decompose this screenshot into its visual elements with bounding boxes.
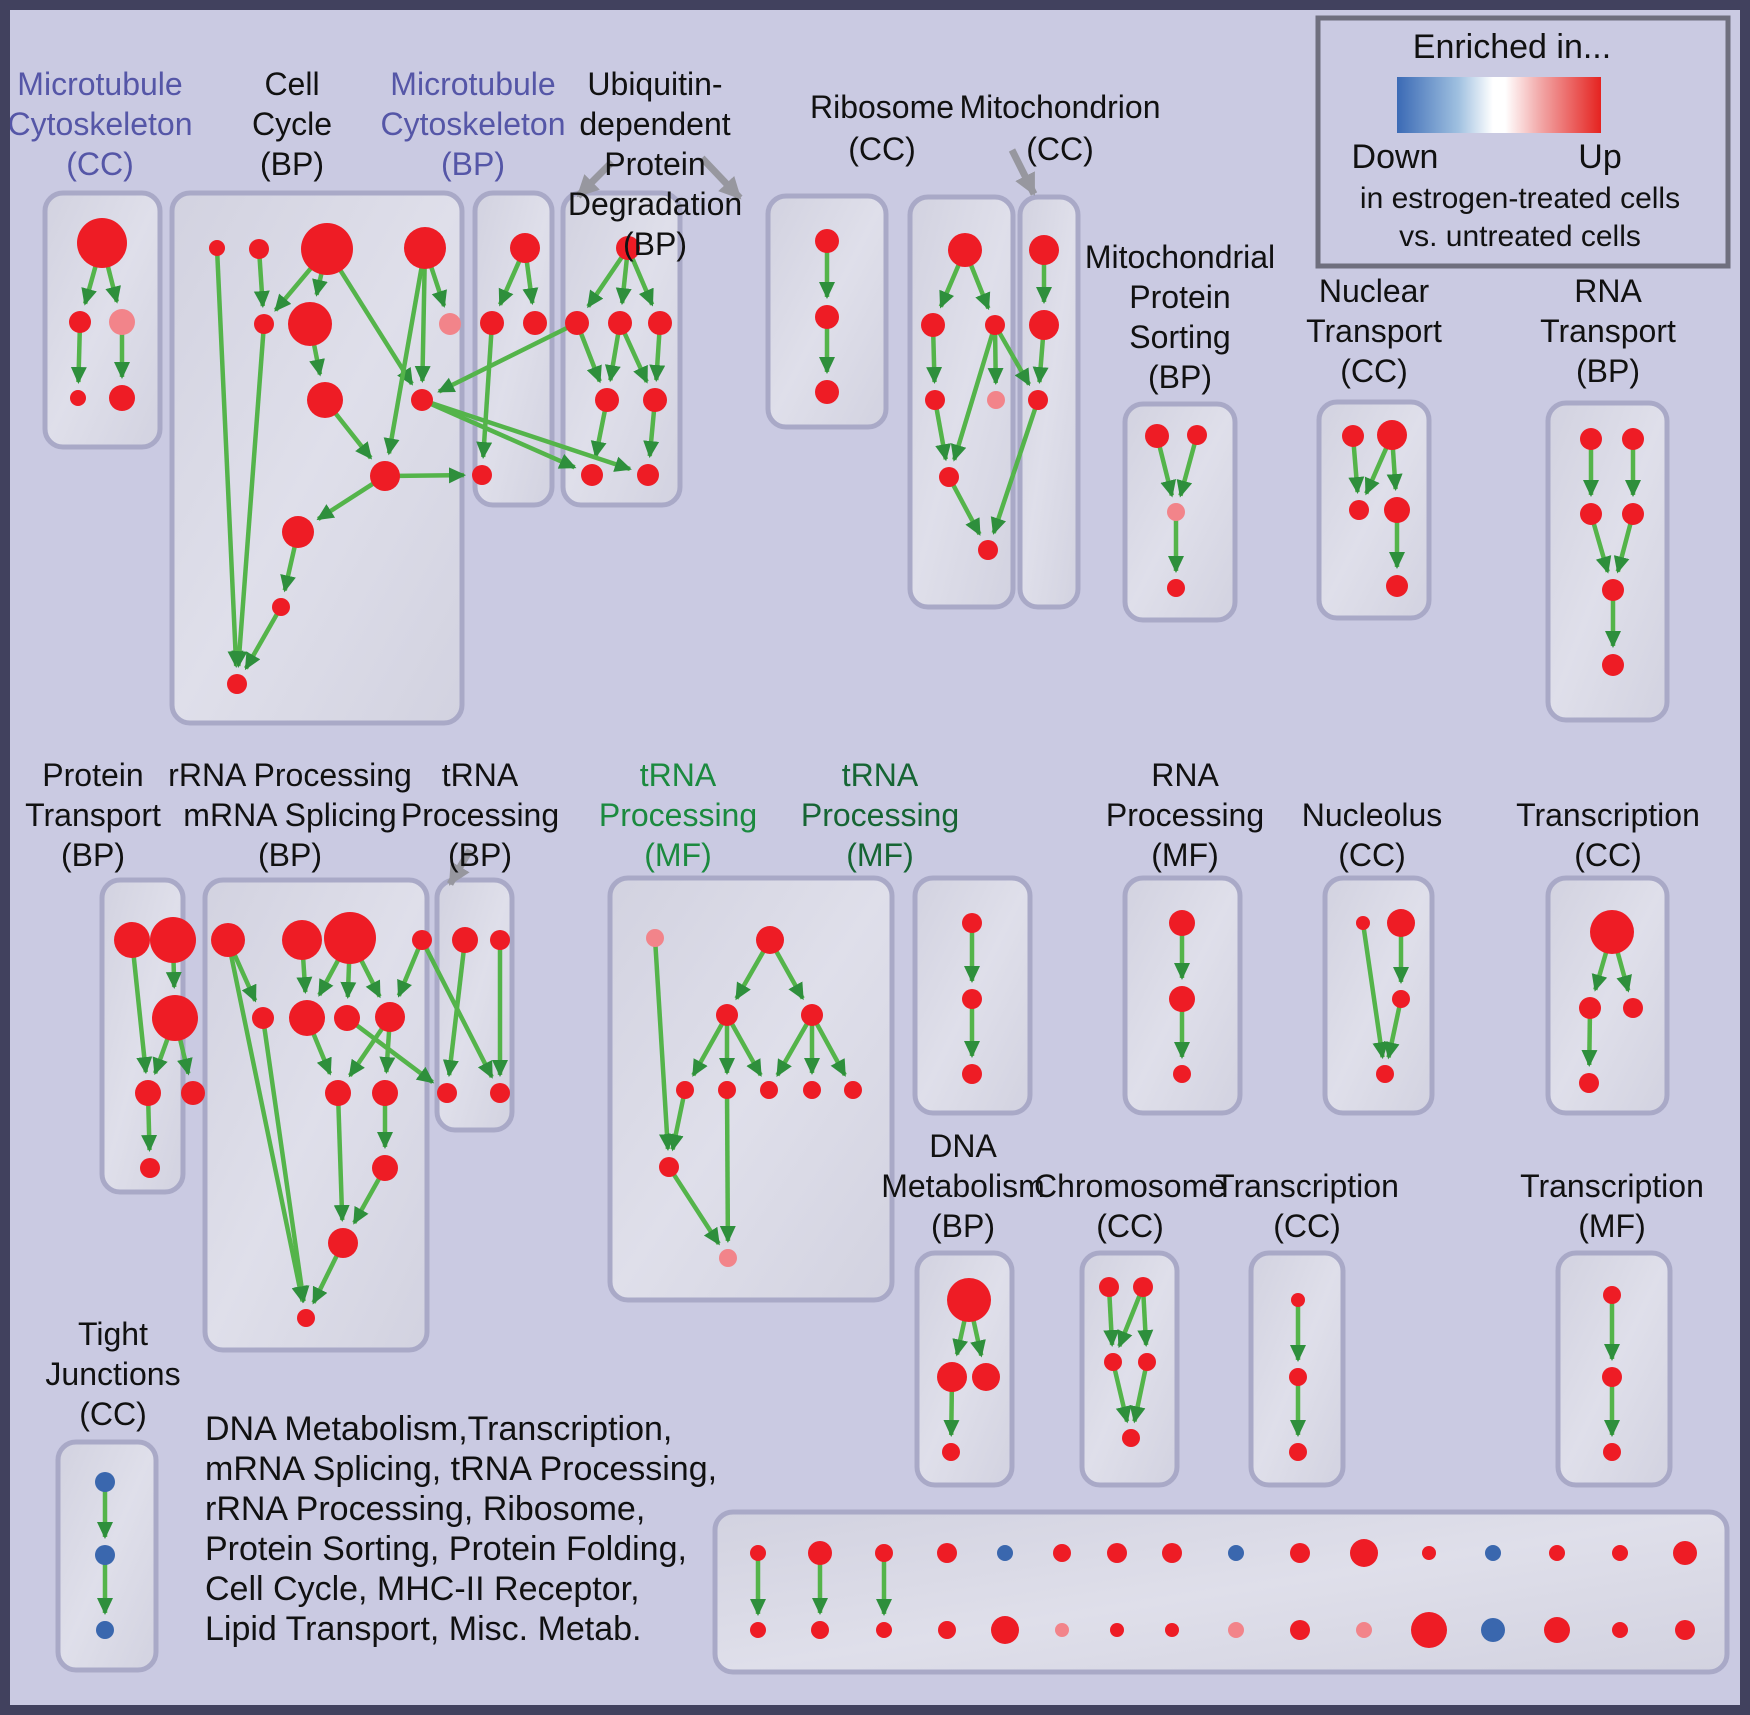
protein-transport-bp-node bbox=[135, 1080, 161, 1106]
group-label-rna-processing-mf: (MF) bbox=[1151, 837, 1219, 873]
cell-cycle-node bbox=[301, 223, 353, 275]
group-label-transcription-cc-1: Transcription bbox=[1516, 797, 1700, 833]
misc-summary-node bbox=[876, 1622, 892, 1638]
rrna-mrna-bp-node bbox=[282, 920, 322, 960]
rrna-mrna-bp-node bbox=[289, 1000, 325, 1036]
protein-transport-bp-node bbox=[181, 1081, 205, 1105]
tight-junctions-cc-node bbox=[96, 1621, 114, 1639]
microtubule-cytoskeleton-cc-node bbox=[70, 390, 86, 406]
trna-processing-mf-1-node bbox=[716, 1004, 738, 1026]
protein-transport-bp-node bbox=[150, 917, 196, 963]
dna-metabolism-bp-node bbox=[937, 1362, 967, 1392]
mito-protein-sorting-bp-node bbox=[1167, 579, 1185, 597]
ribosome-cc-node bbox=[978, 540, 998, 560]
nuclear-transport-cc-node bbox=[1342, 425, 1364, 447]
chromosome-cc-node bbox=[1099, 1277, 1119, 1297]
group-label-trna-processing-mf-2: Processing bbox=[800, 797, 960, 833]
group-label-tight-junctions-cc: (CC) bbox=[79, 1396, 147, 1432]
misc-summary-node bbox=[1107, 1543, 1127, 1563]
nuclear-transport-cc-node bbox=[1386, 575, 1408, 597]
misc-note-line: DNA Metabolism,Transcription, bbox=[205, 1410, 673, 1448]
group-label-transcription-cc-2: (CC) bbox=[1273, 1208, 1341, 1244]
group-label-chromosome-cc: (CC) bbox=[1096, 1208, 1164, 1244]
legend-title: Enriched in... bbox=[1412, 28, 1612, 66]
edge-arrow bbox=[1143, 1296, 1146, 1345]
protein-transport-bp-node bbox=[114, 922, 150, 958]
trna-processing-mf-2-node bbox=[962, 913, 982, 933]
group-label-tight-junctions-cc: Junctions bbox=[45, 1356, 181, 1392]
mitochondrion-cc-node bbox=[1029, 235, 1059, 265]
nucleolus-cc-node bbox=[1392, 990, 1410, 1008]
misc-summary-node bbox=[991, 1616, 1019, 1644]
dna-metabolism-bp-node bbox=[947, 1278, 991, 1322]
misc-summary-node bbox=[1290, 1543, 1310, 1563]
group-label-trna-processing-mf-1: tRNA bbox=[639, 757, 717, 793]
ribosome-cc-node bbox=[925, 390, 945, 410]
group-label-microtubule-cytoskeleton-cc: Microtubule bbox=[17, 66, 183, 102]
mitochondrion-cc-node bbox=[1029, 310, 1059, 340]
rrna-mrna-bp-node bbox=[375, 1002, 405, 1032]
ubiquitin-deg-1-node bbox=[595, 388, 619, 412]
group-label-ubiquitin-deg-1: Degradation bbox=[567, 186, 743, 222]
group-label-trna-processing-bp: tRNA bbox=[441, 757, 519, 793]
transcription-cc-1-node bbox=[1579, 997, 1601, 1019]
edge-arrow bbox=[1109, 1296, 1112, 1345]
rrna-mrna-bp-node bbox=[412, 930, 432, 950]
misc-summary-node bbox=[1350, 1539, 1378, 1567]
mito-protein-sorting-bp-node bbox=[1167, 503, 1185, 521]
cell-cycle-node bbox=[249, 239, 269, 259]
group-label-trna-processing-mf-1: (MF) bbox=[644, 837, 712, 873]
misc-summary-node bbox=[1290, 1620, 1310, 1640]
group-label-ubiquitin-deg-1: (BP) bbox=[623, 226, 687, 262]
legend-up-label: Up bbox=[1578, 138, 1622, 176]
misc-note-line: Cell Cycle, MHC-II Receptor, bbox=[205, 1570, 640, 1608]
misc-summary-node bbox=[1612, 1622, 1628, 1638]
trna-processing-mf-1-node bbox=[844, 1081, 862, 1099]
legend-gradient-bar bbox=[1397, 77, 1601, 133]
group-label-transcription-cc-1: (CC) bbox=[1574, 837, 1642, 873]
group-label-trna-processing-bp: Processing bbox=[400, 797, 560, 833]
rna-transport-bp-node bbox=[1602, 654, 1624, 676]
misc-summary-node bbox=[1422, 1546, 1436, 1560]
rrna-mrna-bp-node bbox=[252, 1007, 274, 1029]
rrna-mrna-bp-node bbox=[334, 1005, 360, 1031]
group-label-rrna-mrna-bp: (BP) bbox=[258, 837, 322, 873]
group-box-nuclear-transport-cc bbox=[1319, 402, 1429, 618]
ribosome-cc-node bbox=[987, 391, 1005, 409]
nucleolus-cc-node bbox=[1387, 909, 1415, 937]
misc-summary-node bbox=[997, 1545, 1013, 1561]
edge-arrow bbox=[1589, 1018, 1590, 1065]
group-label-cell-cycle: Cell bbox=[264, 66, 320, 102]
cell-cycle-node bbox=[254, 314, 274, 334]
dna-metabolism-bp-node bbox=[972, 1363, 1000, 1391]
nucleolus-cc-node bbox=[1376, 1065, 1394, 1083]
trna-processing-bp-node bbox=[490, 930, 510, 950]
legend-context-line: vs. untreated cells bbox=[1399, 220, 1641, 253]
trna-processing-bp-node bbox=[452, 927, 478, 953]
misc-summary-node bbox=[1612, 1545, 1628, 1561]
microtubule-cytoskeleton-cc-node bbox=[109, 309, 135, 335]
ubiquitin-deg-1-node bbox=[581, 464, 603, 486]
mito-protein-sorting-bp-node bbox=[1145, 424, 1169, 448]
microtubule-cytoskeleton-cc-node bbox=[77, 218, 127, 268]
group-label-mitochondrion-cc: (CC) bbox=[1026, 131, 1094, 167]
misc-summary-node bbox=[937, 1543, 957, 1563]
trna-processing-bp-node bbox=[437, 1083, 457, 1103]
group-label-mito-protein-sorting-bp: Sorting bbox=[1129, 319, 1231, 355]
trna-processing-mf-2-node bbox=[962, 1064, 982, 1084]
microtubule-cytoskeleton-cc-node bbox=[109, 385, 135, 411]
trna-processing-mf-1-node bbox=[718, 1081, 736, 1099]
legend-context-line: in estrogen-treated cells bbox=[1359, 182, 1681, 215]
misc-note-line: Protein Sorting, Protein Folding, bbox=[205, 1530, 687, 1568]
edge-arrow bbox=[260, 258, 263, 306]
rna-processing-mf-node bbox=[1169, 910, 1195, 936]
misc-summary-node bbox=[1675, 1620, 1695, 1640]
chromosome-cc-node bbox=[1104, 1353, 1122, 1371]
transcription-cc-2-node bbox=[1291, 1293, 1305, 1307]
edge-arrow bbox=[951, 1391, 952, 1435]
rrna-mrna-bp-node bbox=[325, 1080, 351, 1106]
ubiquitin-deg-2-node bbox=[815, 305, 839, 329]
group-label-mito-protein-sorting-bp: (BP) bbox=[1148, 359, 1212, 395]
edge-arrow bbox=[348, 963, 349, 997]
go-enrichment-network-diagram bbox=[10, 10, 1740, 1705]
cell-cycle-node bbox=[282, 516, 314, 548]
group-box-misc-summary bbox=[715, 1512, 1727, 1672]
rna-processing-mf-node bbox=[1169, 986, 1195, 1012]
cell-cycle-node bbox=[439, 313, 461, 335]
group-label-ribosome-cc: (CC) bbox=[848, 131, 916, 167]
rna-transport-bp-node bbox=[1580, 428, 1602, 450]
ribosome-cc-node bbox=[921, 313, 945, 337]
cell-cycle-node bbox=[272, 598, 290, 616]
group-label-transcription-mf: Transcription bbox=[1520, 1168, 1704, 1204]
misc-summary-node bbox=[811, 1621, 829, 1639]
cell-cycle-node bbox=[227, 674, 247, 694]
edge-arrow bbox=[148, 1105, 149, 1150]
misc-summary-node bbox=[1485, 1545, 1501, 1561]
ubiquitin-deg-1-node bbox=[565, 311, 589, 335]
misc-summary-node bbox=[1165, 1623, 1179, 1637]
group-label-ubiquitin-deg-1: Protein bbox=[604, 146, 706, 182]
group-label-trna-processing-mf-1: Processing bbox=[598, 797, 758, 833]
edge-arrow bbox=[656, 334, 659, 380]
misc-summary-node bbox=[1544, 1617, 1570, 1643]
protein-transport-bp-node bbox=[152, 995, 198, 1041]
misc-summary-node bbox=[1411, 1612, 1447, 1648]
transcription-mf-node bbox=[1603, 1443, 1621, 1461]
ribosome-cc-node bbox=[948, 233, 982, 267]
trna-processing-mf-1-node bbox=[760, 1081, 778, 1099]
misc-summary-node bbox=[1356, 1622, 1372, 1638]
edge-arrow bbox=[399, 475, 464, 476]
transcription-mf-node bbox=[1602, 1367, 1622, 1387]
cell-cycle-node bbox=[307, 382, 343, 418]
ribosome-cc-node bbox=[985, 315, 1005, 335]
edge-arrow bbox=[933, 336, 934, 382]
cell-cycle-node bbox=[209, 240, 225, 256]
cell-cycle-node bbox=[404, 227, 446, 269]
trna-processing-mf-1-node bbox=[676, 1081, 694, 1099]
nucleolus-cc-node bbox=[1356, 916, 1370, 930]
dna-metabolism-bp-node bbox=[942, 1443, 960, 1461]
trna-processing-mf-1-node bbox=[719, 1249, 737, 1267]
rrna-mrna-bp-node bbox=[328, 1228, 358, 1258]
legend-down-label: Down bbox=[1351, 138, 1439, 176]
microtubule-cytoskeleton-bp-node bbox=[510, 233, 540, 263]
group-label-trna-processing-mf-2: (MF) bbox=[846, 837, 914, 873]
misc-summary-node bbox=[808, 1541, 832, 1565]
rna-transport-bp-node bbox=[1602, 579, 1624, 601]
group-label-mitochondrion-cc: Mitochondrion bbox=[959, 89, 1161, 125]
nuclear-transport-cc-node bbox=[1349, 500, 1369, 520]
group-label-protein-transport-bp: Transport bbox=[25, 797, 161, 833]
cell-cycle-node bbox=[288, 302, 332, 346]
group-box-chromosome-cc bbox=[1082, 1253, 1177, 1485]
nuclear-transport-cc-node bbox=[1377, 420, 1407, 450]
group-label-ubiquitin-deg-1: dependent bbox=[579, 106, 731, 142]
misc-note-line: mRNA Splicing, tRNA Processing, bbox=[205, 1450, 718, 1488]
cell-cycle-node bbox=[411, 389, 433, 411]
group-label-ribosome-cc: Ribosome bbox=[809, 89, 955, 125]
chromosome-cc-node bbox=[1138, 1353, 1156, 1371]
edge-arrow bbox=[422, 268, 424, 381]
transcription-cc-1-node bbox=[1623, 998, 1643, 1018]
group-label-transcription-cc-2: Transcription bbox=[1215, 1168, 1399, 1204]
group-label-nucleolus-cc: Nucleolus bbox=[1301, 797, 1443, 833]
group-label-microtubule-cytoskeleton-bp: (BP) bbox=[441, 146, 505, 182]
trna-processing-bp-node bbox=[490, 1083, 510, 1103]
group-label-microtubule-cytoskeleton-bp: Microtubule bbox=[390, 66, 556, 102]
rrna-mrna-bp-node bbox=[211, 923, 245, 957]
misc-summary-node bbox=[938, 1621, 956, 1639]
transcription-cc-1-node bbox=[1590, 910, 1634, 954]
ubiquitin-deg-1-node bbox=[648, 311, 672, 335]
ubiquitin-deg-1-node bbox=[637, 464, 659, 486]
ubiquitin-deg-2-node bbox=[815, 229, 839, 253]
group-label-mito-protein-sorting-bp: Mitochondrial bbox=[1084, 239, 1276, 275]
edge-arrow bbox=[1393, 449, 1396, 489]
group-label-cell-cycle: Cycle bbox=[251, 106, 333, 142]
trna-processing-mf-1-node bbox=[801, 1004, 823, 1026]
misc-summary-node bbox=[1549, 1545, 1565, 1561]
ribosome-cc-node bbox=[939, 467, 959, 487]
rna-transport-bp-node bbox=[1622, 503, 1644, 525]
tight-junctions-cc-node bbox=[95, 1472, 115, 1492]
group-label-nucleolus-cc: (CC) bbox=[1338, 837, 1406, 873]
group-label-microtubule-cytoskeleton-cc: Cytoskeleton bbox=[10, 106, 193, 142]
mitochondrion-cc-node bbox=[1028, 390, 1048, 410]
misc-note-line: Lipid Transport, Misc. Metab. bbox=[205, 1610, 642, 1648]
group-label-mito-protein-sorting-bp: Protein bbox=[1129, 279, 1231, 315]
trna-processing-mf-1-node bbox=[803, 1081, 821, 1099]
group-label-trna-processing-mf-2: tRNA bbox=[841, 757, 919, 793]
group-label-tight-junctions-cc: Tight bbox=[78, 1316, 148, 1352]
tight-junctions-cc-node bbox=[95, 1545, 115, 1565]
rna-transport-bp-node bbox=[1580, 503, 1602, 525]
misc-summary-node bbox=[1228, 1545, 1244, 1561]
misc-summary-node bbox=[1110, 1623, 1124, 1637]
transcription-cc-1-node bbox=[1579, 1073, 1599, 1093]
group-label-microtubule-cytoskeleton-bp: Cytoskeleton bbox=[380, 106, 566, 142]
edge-arrow bbox=[303, 959, 305, 992]
group-label-rna-transport-bp: (BP) bbox=[1576, 353, 1640, 389]
misc-summary-node bbox=[750, 1622, 766, 1638]
misc-summary-node bbox=[1228, 1622, 1244, 1638]
misc-summary-node bbox=[750, 1545, 766, 1561]
trna-processing-mf-1-node bbox=[659, 1157, 679, 1177]
trna-processing-mf-2-node bbox=[962, 989, 982, 1009]
trna-processing-mf-1-node bbox=[646, 929, 664, 947]
chromosome-cc-node bbox=[1133, 1277, 1153, 1297]
group-label-rna-processing-mf: Processing bbox=[1105, 797, 1265, 833]
ubiquitin-deg-1-node bbox=[643, 388, 667, 412]
rrna-mrna-bp-node bbox=[372, 1155, 398, 1181]
group-label-rna-transport-bp: Transport bbox=[1540, 313, 1676, 349]
group-label-dna-metabolism-bp: (BP) bbox=[931, 1208, 995, 1244]
microtubule-cytoskeleton-bp-node bbox=[472, 465, 492, 485]
group-label-rrna-mrna-bp: mRNA Splicing bbox=[183, 797, 397, 833]
nuclear-transport-cc-node bbox=[1384, 497, 1410, 523]
misc-summary-node bbox=[1673, 1541, 1697, 1565]
misc-summary-node bbox=[1162, 1543, 1182, 1563]
group-label-dna-metabolism-bp: Metabolism bbox=[881, 1168, 1045, 1204]
microtubule-cytoskeleton-cc-node bbox=[69, 311, 91, 333]
group-label-chromosome-cc: Chromosome bbox=[1033, 1168, 1227, 1204]
misc-summary-node bbox=[1481, 1618, 1505, 1642]
group-label-ubiquitin-deg-1: Ubiquitin- bbox=[587, 66, 723, 102]
mito-protein-sorting-bp-node bbox=[1187, 425, 1207, 445]
transcription-cc-2-node bbox=[1289, 1368, 1307, 1386]
group-label-trna-processing-bp: (BP) bbox=[448, 837, 512, 873]
microtubule-cytoskeleton-bp-node bbox=[480, 311, 504, 335]
group-label-dna-metabolism-bp: DNA bbox=[929, 1128, 997, 1164]
edge-arrow bbox=[995, 334, 996, 383]
group-label-rrna-mrna-bp: rRNA Processing bbox=[168, 757, 412, 793]
group-label-rna-processing-mf: RNA bbox=[1151, 757, 1219, 793]
rrna-mrna-bp-node bbox=[372, 1080, 398, 1106]
chromosome-cc-node bbox=[1122, 1429, 1140, 1447]
group-label-protein-transport-bp: Protein bbox=[42, 757, 144, 793]
edge-arrow bbox=[174, 962, 175, 987]
edge-arrow bbox=[78, 332, 79, 382]
misc-note-line: rRNA Processing, Ribosome, bbox=[205, 1490, 646, 1528]
ubiquitin-deg-2-node bbox=[815, 380, 839, 404]
group-label-nuclear-transport-cc: Nuclear bbox=[1318, 273, 1430, 309]
edge-arrow bbox=[727, 1098, 728, 1241]
rna-processing-mf-node bbox=[1173, 1065, 1191, 1083]
microtubule-cytoskeleton-bp-node bbox=[523, 311, 547, 335]
group-label-nuclear-transport-cc: Transport bbox=[1306, 313, 1442, 349]
transcription-mf-node bbox=[1603, 1286, 1621, 1304]
misc-summary-node bbox=[1055, 1623, 1069, 1637]
group-label-microtubule-cytoskeleton-cc: (CC) bbox=[66, 146, 134, 182]
transcription-cc-2-node bbox=[1289, 1443, 1307, 1461]
group-label-nuclear-transport-cc: (CC) bbox=[1340, 353, 1408, 389]
rrna-mrna-bp-node bbox=[297, 1309, 315, 1327]
ubiquitin-deg-1-node bbox=[608, 311, 632, 335]
group-label-rna-transport-bp: RNA bbox=[1574, 273, 1642, 309]
rrna-mrna-bp-node bbox=[324, 912, 376, 964]
misc-summary-node bbox=[875, 1544, 893, 1562]
protein-transport-bp-node bbox=[140, 1158, 160, 1178]
trna-processing-mf-1-node bbox=[756, 926, 784, 954]
group-label-protein-transport-bp: (BP) bbox=[61, 837, 125, 873]
group-label-cell-cycle: (BP) bbox=[260, 146, 324, 182]
misc-summary-node bbox=[1053, 1544, 1071, 1562]
rna-transport-bp-node bbox=[1622, 428, 1644, 450]
cell-cycle-node bbox=[370, 461, 400, 491]
group-label-transcription-mf: (MF) bbox=[1578, 1208, 1646, 1244]
